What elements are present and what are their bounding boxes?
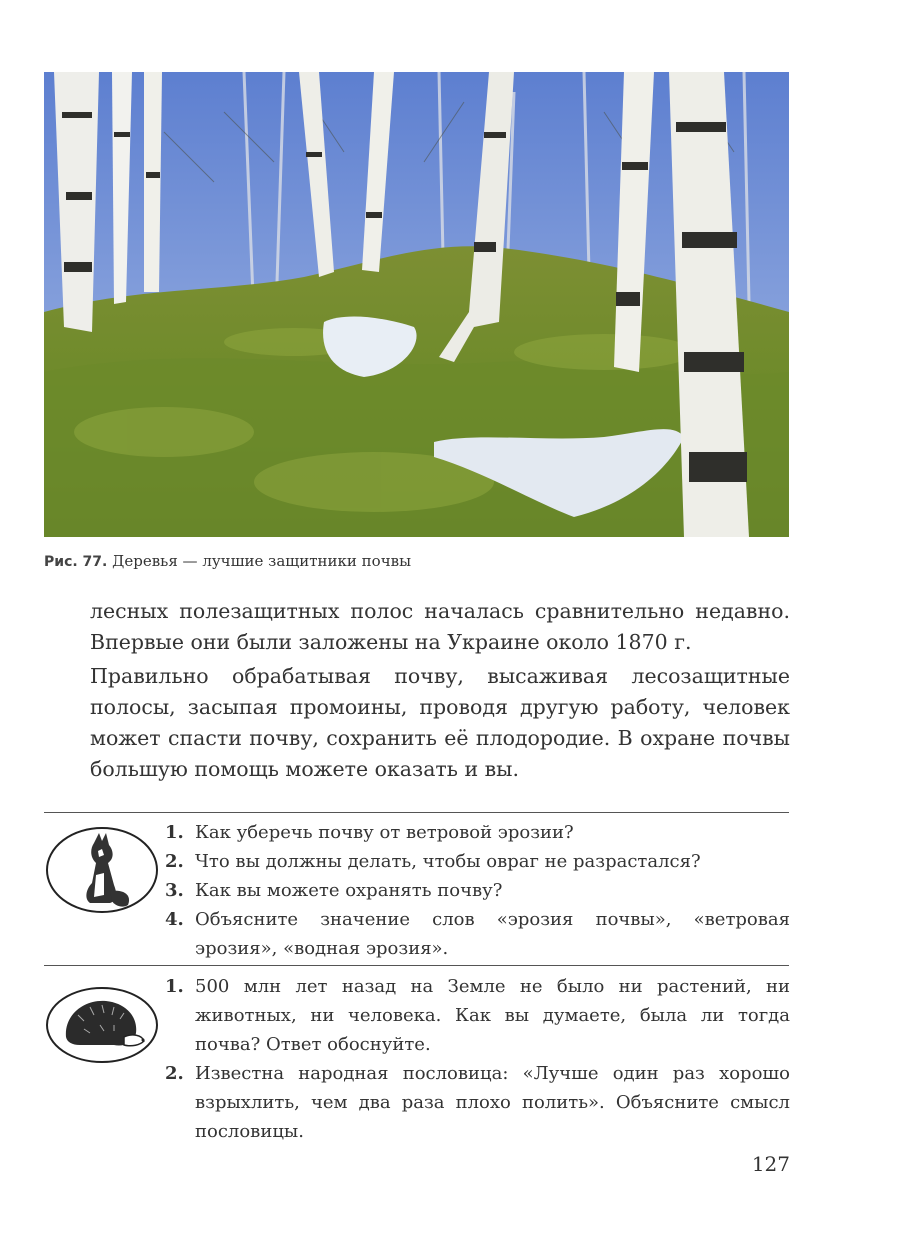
fox-emblem-icon	[44, 825, 160, 915]
question-text: Что вы должны делать, чтобы овраг не разрастался?	[195, 851, 701, 872]
tasks-list	[165, 972, 790, 1146]
task-number: 1.	[165, 976, 184, 997]
figure-caption-text: Деревья — лучшие защитники почвы	[112, 552, 412, 570]
figure-caption	[44, 551, 789, 572]
list-item	[165, 1059, 790, 1146]
hedgehog-emblem-icon	[44, 985, 160, 1065]
task-text: 500 млн лет назад на Земле не было ни растений, ни животных, ни человека. Как вы думаете, была ли тогда почва? Ответ обоснуйте.	[195, 976, 790, 1055]
birch-forest-photo	[44, 72, 789, 537]
question-number: 2.	[165, 851, 184, 872]
figure-label: Рис. 77.	[44, 554, 108, 570]
list-item	[165, 905, 790, 963]
section-divider-bottom	[44, 965, 789, 966]
list-item	[165, 876, 790, 905]
list-item	[165, 818, 790, 847]
questions-list	[165, 818, 790, 963]
page-number: 127	[751, 1152, 790, 1176]
paragraph-2: Правильно обрабатывая почву, высаживая лесозащитные полосы, засыпая промоины, проводя другую работу, человек может спасти почву, сохранить её плодородие. В охране почвы большую помощь можете оказать и вы.	[90, 664, 790, 781]
paragraph-1: лесных полезащитных полос началась сравнительно недавно. Впервые они были заложены на Украине около 1870 г.	[90, 599, 790, 654]
section-divider-top	[44, 812, 789, 813]
task-text: Известна народная пословица: «Лучше один раз хорошо взрыхлить, чем два раза плохо полить». Объясните смысл пословицы.	[195, 1063, 790, 1142]
question-number: 4.	[165, 909, 184, 930]
list-item	[165, 972, 790, 1059]
main-text	[90, 596, 790, 785]
question-number: 1.	[165, 822, 184, 843]
list-item	[165, 847, 790, 876]
task-number: 2.	[165, 1063, 184, 1084]
question-text: Как уберечь почву от ветровой эрозии?	[195, 822, 574, 843]
question-text: Как вы можете охранять почву?	[195, 880, 503, 901]
question-text: Объясните значение слов «эрозия почвы», «ветровая эрозия», «водная эрозия».	[195, 909, 790, 959]
question-number: 3.	[165, 880, 184, 901]
